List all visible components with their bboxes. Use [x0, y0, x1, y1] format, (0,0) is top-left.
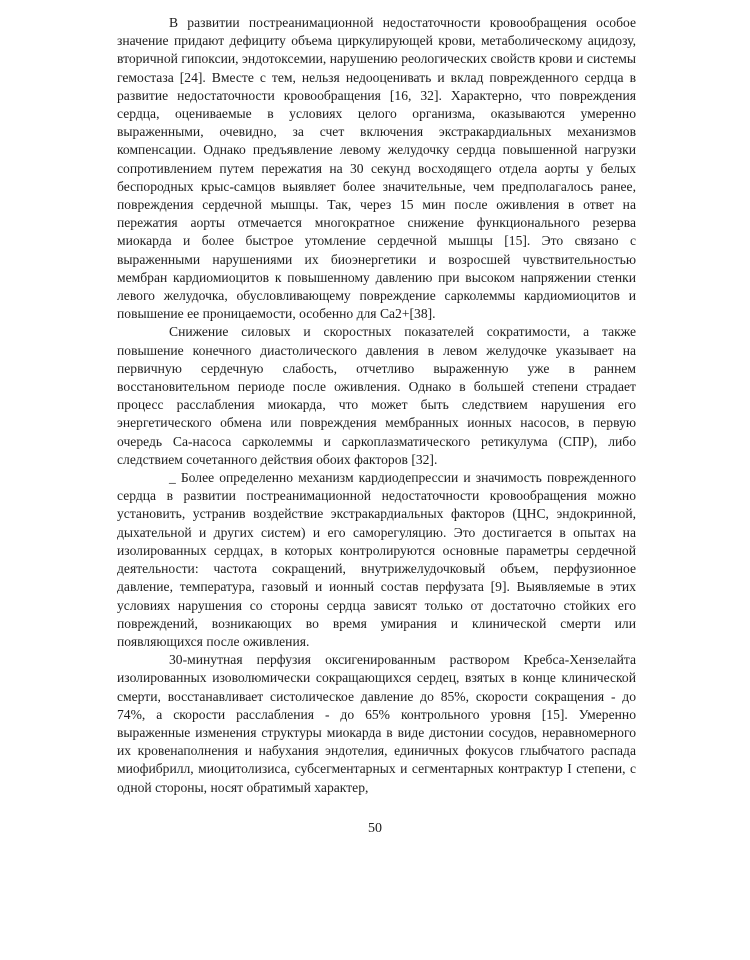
page-body: [117, 14, 636, 797]
paragraph-4: 30-минутная перфузия оксигенированным раствором Кребса-Хензелайта изолированных изоволюмически сокращающихся сердец, взятых в конце клинической смерти, восстанавливает систолическое давление до 85%, скорости сокращения - до 74%, а скорости расслабления - до 65% контрольного уровня [15]. Умеренно выраженные изменения структуры миокарда в виде дистонии сосудов, неравномерного их кровенаполнения и набухания эндотелия, единичных фокусов глыбчатого распада миофибрилл, миоцитолизиса, субсегментарных и сегментарных контрактур I степени, с одной стороны, носят обратимый характер,: [117, 652, 636, 795]
paragraph-1: В развитии постреанимационной недостаточности кровообращения особое значение придают дефициту объема циркулирующей крови, метаболическому ацидозу, вторичной гипоксии, эндотоксемии, нарушению реологических свойств крови и системы гемостаза [24]. Вместе с тем, нельзя недооценивать и вклад поврежденного сердца в развитие недостаточности кровообращения [16, 32]. Характерно, что повреждения сердца, оцениваемые в условиях целого организма, оказываются умеренно выраженными, очевидно, за счет включения экстракардиальных механизмов компенсации. Однако предъявление левому желудочку сердца повышенной нагрузки сопротивлением путем пережатия на 30 секунд восходящего отдела аорты у белых беспородных крыс-самцов выявляет более значительные, чем предполагалось ранее, повреждения сердечной мышцы. Так, через 15 мин после оживления в ответ на пережатия аорты отмечается многократное снижение функционального резерва миокарда и более быстрое утомление сердечной мышцы [15]. Это связано с выраженными нарушениями их биоэнергетики и возросшей чувствительностью мембран кардиомиоцитов к повышенному давлению при высоком напряжении стенки левого желудочка, обусловливающему повреждение сарколеммы кардиомиоцитов и повышение ее проницаемости, особенно для Са2+[38].: [117, 15, 636, 322]
paragraph-3: _ Более определенно механизм кардиодепрессии и значимость поврежденного сердца в развитии постреанимационной недостаточности кровообращения можно установить, устранив воздействие экстракардиальных факторов (ЦНС, эндокринной, дыхательной и других систем) и его саморегуляцию. Это достигается в опытах на изолированных сердцах, в которых контролируются основные параметры сердечной деятельности: частота сокращений, внутрижелудочковый объем, перфузионное давление, температура, газовый и ионный состав перфузата [9]. Выявляемые в этих условиях нарушения со стороны сердца зависят только от достаточно стойких его повреждений, возникающих во время умирания и клинической смерти или появляющихся после оживления.: [117, 470, 636, 649]
page-number: 50: [368, 821, 382, 836]
paragraph-2: Снижение силовых и скоростных показателей сократимости, а также повышение конечного диастолического давления в левом желудочке указывает на первичную сердечную слабость, отчетливо выраженную уже в раннем восстановительном периоде после оживления. Однако в большей степени страдает процесс расслабления миокарда, что может быть следствием нарушения его энергетического обмена или повреждения мембранных ионных насосов, в первую очередь Са-насоса сарколеммы и саркоплазматического ретикулума (СПР), либо следствием сочетанного действия обоих факторов [32].: [117, 324, 636, 467]
